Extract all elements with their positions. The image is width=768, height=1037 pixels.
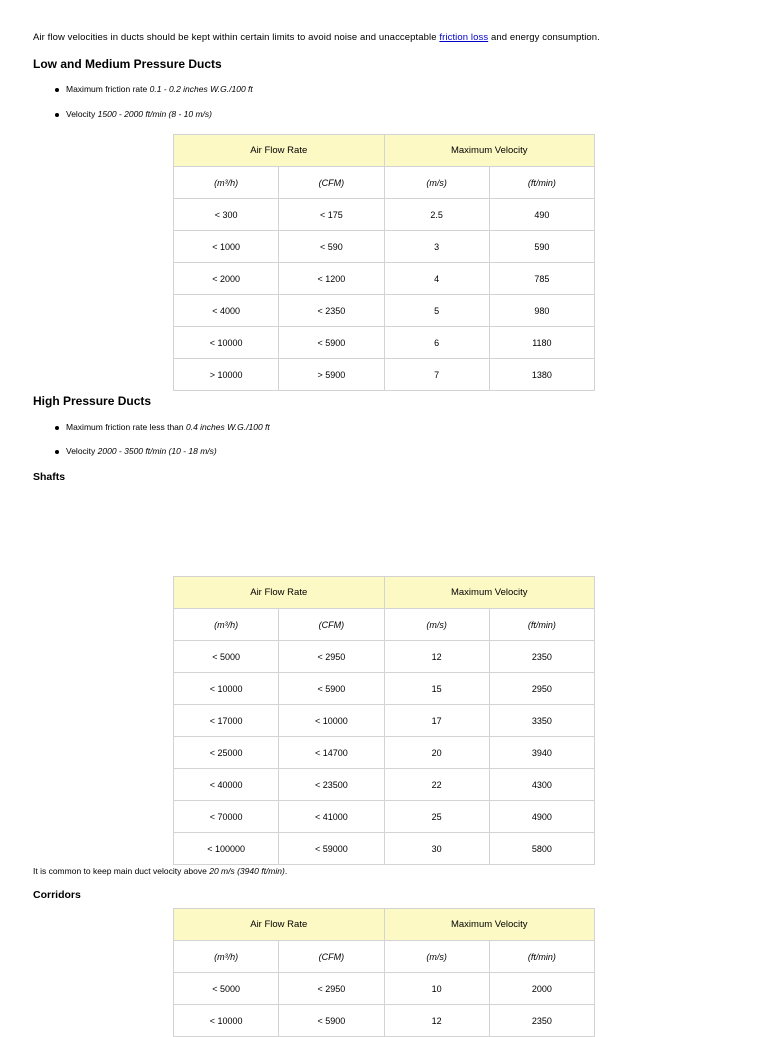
list-item	[33, 84, 253, 94]
unit-cell: (m/s)	[384, 609, 489, 641]
table-cell: < 590	[279, 231, 384, 263]
note-value: 20 m/s (3940 ft/min)	[209, 866, 285, 876]
table-cell: < 10000	[174, 1005, 279, 1037]
table-cell: < 70000	[174, 801, 279, 833]
note-text: It is common to keep main duct velocity above	[33, 866, 210, 876]
unit-cell: (ft/min)	[489, 167, 594, 199]
table-cell: 12	[384, 1005, 489, 1037]
section-heading-shafts: Shafts	[33, 471, 66, 483]
table-cell: 17	[384, 705, 489, 737]
unit-cell: (m/s)	[384, 941, 489, 973]
table-cell: 5800	[489, 833, 594, 865]
table-cell: 22	[384, 769, 489, 801]
friction-loss-link[interactable]: friction loss	[439, 32, 489, 43]
unit-cell: (ft/min)	[489, 941, 594, 973]
bullet-label: Maximum friction rate less than	[66, 422, 186, 432]
bullet-value: 1500 - 2000 ft/min (8 - 10 m/s)	[97, 109, 212, 119]
table-cell: 4	[384, 263, 489, 295]
table-cell: 7	[384, 359, 489, 391]
table-cell: > 5900	[279, 359, 384, 391]
table-cell: 15	[384, 673, 489, 705]
table-cell: < 300	[174, 199, 279, 231]
table-cell: < 10000	[279, 705, 384, 737]
intro-text-end: and energy consumption.	[488, 32, 600, 43]
bullet-list-low-medium	[33, 84, 253, 94]
unit-cell: (m³/h)	[174, 609, 279, 641]
table-cell: < 100000	[174, 833, 279, 865]
table-cell: 25	[384, 801, 489, 833]
header-maximum-velocity: Maximum Velocity	[384, 135, 595, 167]
section-heading-high-pressure: High Pressure Ducts	[33, 394, 152, 408]
unit-cell: (m³/h)	[174, 167, 279, 199]
table-cell: > 10000	[174, 359, 279, 391]
table-header-row	[174, 135, 595, 167]
table-cell: < 2950	[279, 973, 384, 1005]
table-row	[174, 231, 595, 263]
table-row	[174, 973, 595, 1005]
table-cell: 2350	[489, 1005, 594, 1037]
note-end: .	[284, 866, 288, 876]
table-cell: 5	[384, 295, 489, 327]
table-row	[174, 295, 595, 327]
table-cell: 2350	[489, 641, 594, 673]
main-duct-note	[33, 866, 287, 876]
table-cell: 12	[384, 641, 489, 673]
bullet-value: 2000 - 3500 ft/min (10 - 18 m/s)	[97, 446, 217, 456]
bullet-label: Maximum friction rate	[66, 84, 150, 94]
table-cell: < 2000	[174, 263, 279, 295]
unit-cell: (m/s)	[384, 167, 489, 199]
table-row	[174, 833, 595, 865]
unit-cell: (CFM)	[279, 609, 384, 641]
table-cell: < 14700	[279, 737, 384, 769]
table-units-row	[174, 609, 595, 641]
unit-cell: (CFM)	[279, 941, 384, 973]
bullet-value: 0.1 - 0.2 inches W.G./100 ft	[149, 84, 253, 94]
bullet-list-high-pressure-2	[33, 446, 217, 456]
section-heading-low-medium: Low and Medium Pressure Ducts	[33, 57, 222, 71]
table-cell: 1380	[489, 359, 594, 391]
velocity-table-low-medium	[173, 134, 595, 391]
table-row	[174, 801, 595, 833]
bullet-value: 0.4 inches W.G./100 ft	[185, 422, 270, 432]
table-cell: < 10000	[174, 673, 279, 705]
table-body	[174, 641, 595, 865]
table-row	[174, 737, 595, 769]
table-cell: < 23500	[279, 769, 384, 801]
table-units-row	[174, 167, 595, 199]
table-cell: < 17000	[174, 705, 279, 737]
unit-cell: (ft/min)	[489, 609, 594, 641]
table-cell: < 5000	[174, 641, 279, 673]
table-cell: 10	[384, 973, 489, 1005]
table-header-row	[174, 577, 595, 609]
bullet-list-high-pressure	[33, 422, 270, 432]
table-cell: 4900	[489, 801, 594, 833]
table-cell: < 5000	[174, 973, 279, 1005]
list-item	[33, 446, 217, 456]
table-cell: 3940	[489, 737, 594, 769]
table-body	[174, 973, 595, 1037]
velocity-table-shafts	[173, 576, 595, 865]
header-maximum-velocity: Maximum Velocity	[384, 577, 595, 609]
section-heading-corridors: Corridors	[33, 889, 81, 901]
table-cell: < 41000	[279, 801, 384, 833]
table-cell: < 5900	[279, 327, 384, 359]
table-cell: 2950	[489, 673, 594, 705]
table-row	[174, 327, 595, 359]
unit-cell: (CFM)	[279, 167, 384, 199]
table-cell: < 4000	[174, 295, 279, 327]
intro-text: Air flow velocities in ducts should be kept within certain limits to avoid noise and unacceptable	[33, 32, 440, 43]
table-cell: < 25000	[174, 737, 279, 769]
table-cell: 980	[489, 295, 594, 327]
table-header-row	[174, 909, 595, 941]
header-maximum-velocity: Maximum Velocity	[384, 909, 595, 941]
bullet-label: Velocity	[66, 446, 98, 456]
table-cell: < 1000	[174, 231, 279, 263]
list-item	[33, 422, 270, 432]
table-cell: 3	[384, 231, 489, 263]
list-item	[33, 109, 212, 119]
unit-cell: (m³/h)	[174, 941, 279, 973]
table-row	[174, 705, 595, 737]
table-cell: 2000	[489, 973, 594, 1005]
table-units-row	[174, 941, 595, 973]
intro-paragraph	[33, 32, 600, 43]
bullet-label: Velocity	[66, 109, 98, 119]
table-row	[174, 199, 595, 231]
table-cell: 20	[384, 737, 489, 769]
table-cell: 2.5	[384, 199, 489, 231]
header-air-flow-rate: Air Flow Rate	[174, 135, 385, 167]
table-cell: < 2350	[279, 295, 384, 327]
table-row	[174, 263, 595, 295]
table-row	[174, 359, 595, 391]
header-air-flow-rate: Air Flow Rate	[174, 577, 385, 609]
table-row	[174, 769, 595, 801]
table-body	[174, 199, 595, 391]
table-cell: < 59000	[279, 833, 384, 865]
table-cell: < 5900	[279, 1005, 384, 1037]
table-row	[174, 673, 595, 705]
table-row	[174, 1005, 595, 1037]
header-air-flow-rate: Air Flow Rate	[174, 909, 385, 941]
table-cell: 785	[489, 263, 594, 295]
table-cell: 6	[384, 327, 489, 359]
table-cell: < 1200	[279, 263, 384, 295]
table-cell: 3350	[489, 705, 594, 737]
table-row	[174, 641, 595, 673]
table-cell: 30	[384, 833, 489, 865]
table-cell: < 175	[279, 199, 384, 231]
bullet-list-low-medium-2	[33, 109, 212, 119]
table-cell: < 5900	[279, 673, 384, 705]
table-cell: < 2950	[279, 641, 384, 673]
table-cell: < 40000	[174, 769, 279, 801]
table-cell: 590	[489, 231, 594, 263]
table-cell: 1180	[489, 327, 594, 359]
velocity-table-corridors	[173, 908, 595, 1037]
table-cell: 4300	[489, 769, 594, 801]
table-cell: < 10000	[174, 327, 279, 359]
table-cell: 490	[489, 199, 594, 231]
